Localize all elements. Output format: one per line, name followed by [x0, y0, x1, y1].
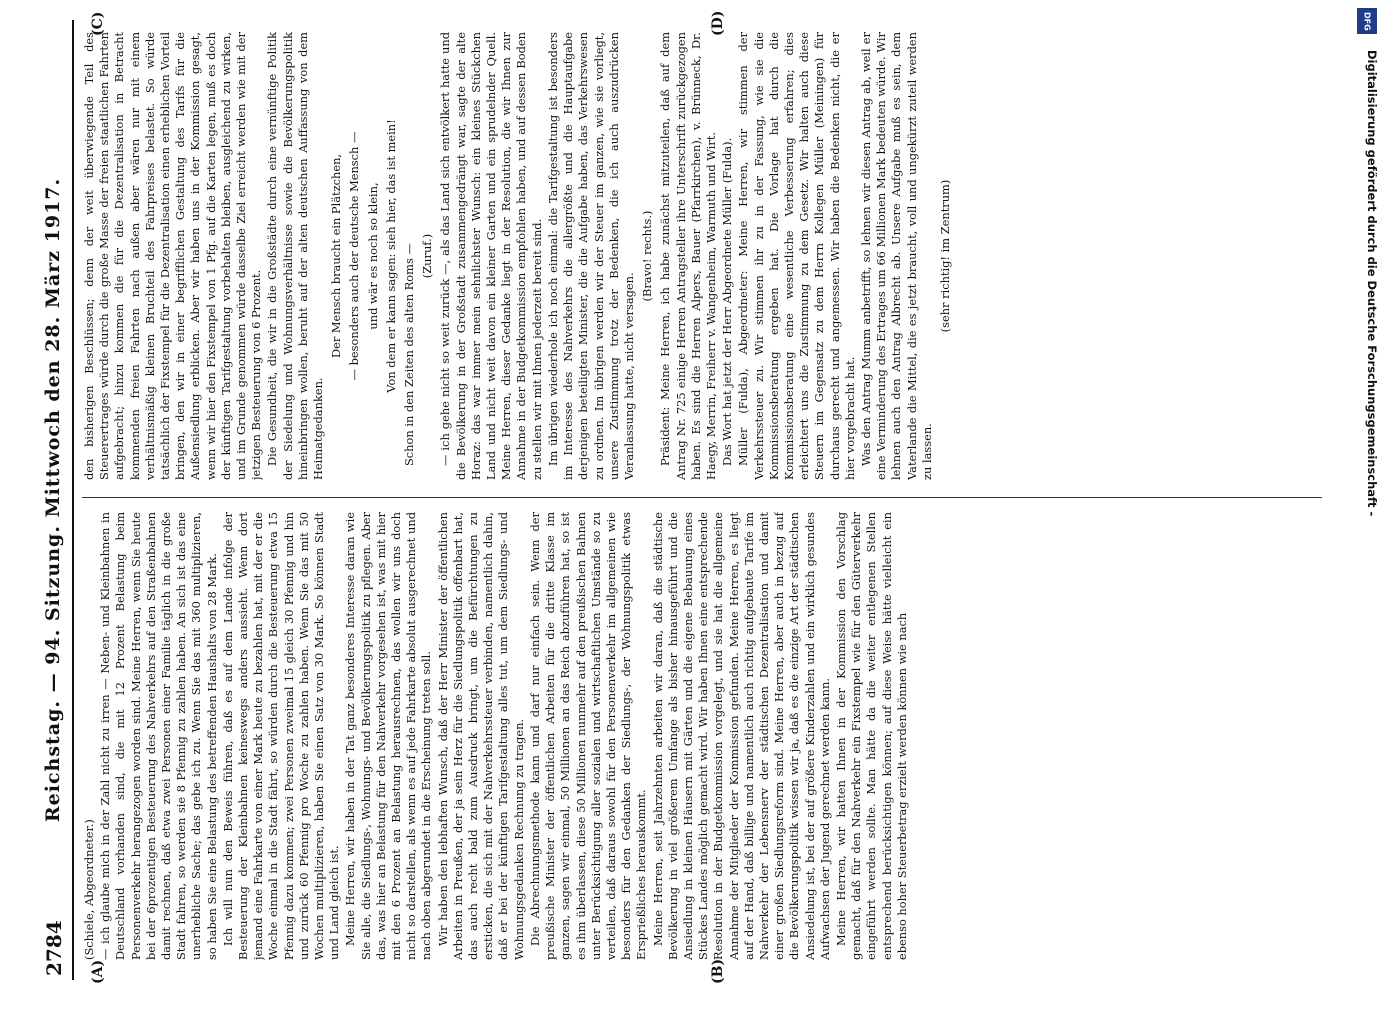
- paragraph: Meine Herren, wir haben in der Tat ganz besonderes Interesse daran wie Sie alle, die Siedlungs-, Wohnungs- und Bevölkerungspolitik zu pflegen. Aber das, was hier an Belastung für den Nahverkehr vorgesehen ist, was mit hier mit den 6 Prozent an Belastung herausrechnen, das wollen wir uns doch nicht so darstellen, als wenn es auf jede Fahrkarte absolut ausgerechnet und nach oben abgerundet in die Erscheinung treten soll.: [343, 512, 434, 960]
- page-title: Reichstag. — 94. Sitzung. Mittwoch den 28. März 1917.: [42, 177, 64, 823]
- dfg-logo: DFG: [1357, 8, 1377, 34]
- paragraph: den bisherigen Beschlüssen; denn der weit überwiegende Teil des Steuerertrages würde durch die große Masse der freien staatlichen Fahrten aufgebracht; hinzu kommen die für die Dezentralisation in Betracht kommenden freien Fahrten nach außen aber wären nur mit einem verhältnismäßig kleinen Bruchteil des Fahrpreises belastet. So würde tatsächlich der Fixstempel für die Dezentralisation einen erheblichen Vorteil bringen, den wir in einer begrifflichen Gestaltung des Tarifs für die Außensiedlung erblicken. Aber wir haben uns in der Kommission gesagt, wenn wir hier den Fixstempel von 1 Pfg. auf die Karten legen, muß es doch der künftigen Tarifgestaltung vorbehalten bleiben, ausgleichend zu wirken, und im Grunde genommen würde dasselbe Ziel erreicht werden wie mit der jetzigen Besteuerung von 6 Prozent.: [82, 32, 264, 480]
- verse-line: — besonders auch der deutsche Mensch —: [347, 131, 362, 381]
- margin-marker-c: (C): [90, 11, 106, 36]
- paragraph: Ich will nun den Beweis führen, daß es auf dem Lande infolge der Besteuerung der Kleinbahnen keineswegs anders aussieht. Wenn dort jemand eine Fahrkarte von einer Mark heute zu bezahlen hat, mit der er die Woche einmal in die Stadt fährt, so würden durch die Besteuerung etwa 15 Pfennig dazu kommen; zwei Personen zweimal 15 gleich 30 Pfennig und hin und zurück 60 Pfennig pro Woche zu zahlen haben. Wenn Sie das mit 50 Wochen multiplizieren, haben Sie einen Satz von 30 Mark. So können Stadt und Land gleich ist.: [220, 512, 342, 960]
- paragraph: — ich glaube mich in der Zahl nicht zu irren — Neben- und Kleinbahnen in Deutschland vorhanden sind, die mit 12 Prozent Belastung beim Personenverkehr herangezogen worden sind. Meine Herren, wenn Sie heute bei der 6prozentigen Besteuerung des Nahverkehrs auf den Straßenbahnen damit rechnen, daß etwa zwei Personen einer Familie täglich in die große Stadt fahren, so werden sie 8 Pfennig zu zahlen haben. An sich ist das eine unerhebliche Sache; das gebe ich zu. Wenn Sie das mit 360 multiplizieren, so haben Sie eine Belastung des betreffenden Haushalts von 28 Mark.: [98, 512, 219, 960]
- paragraph: Meine Herren, seit Jahrzehnten arbeiten wir daran, daß die städtische Bevölkerung in viel größerem Umfange als bisher hinausgeführt und die Ansiedlung in kleinen Häusern mit Gärten und die eigene Bebauung eines Stückes Landes möglich gemacht wird. Wir haben Ihnen eine entsprechende Resolution in der Budgetkommission vorgelegt, und sie hat die allgemeine Annahme der Mitglieder der Kommission gefunden. Meine Herren, es liegt auf der Hand, daß billige und namentlich auch richtig aufgebaute Tarife im Nahverkehr der Lebensnerv der städtischen Dezentralisation und damit einer großen Siedlungsreform sind. Meine Herren, aber auch in bezug auf die Bevölkerungspolitik wissen wir ja, daß es die einzige Art der städtischen Ansiedelung ist, bei der auf größere Kinderzahlen und ein wirklich gesundes Aufwachsen der Jugend gerechnet werden kann.: [650, 512, 832, 960]
- paragraph: Müller (Fulda), Abgeordneter: Meine Herren, wir stimmen der Verkehrssteuer zu. Wir stimmen ihr zu in der Fassung, wie sie die Kommissionsberatung ergeben hat. Die Vorlage hat durch die Kommissionsberatung eine wesentliche Verbesserung erfahren; dies erleichtert uns die Zustimmung zu dem Gesetz. Wir halten auch diese Steuern im Gegensatz zu dem Herrn Kollegen Müller (Meiningen) für durchaus gerecht und angemessen. Wir haben die Bedenken nicht, die er hier vorgebracht hat.: [736, 32, 857, 480]
- paragraph: Schon in den Zeiten des alten Roms —: [402, 243, 417, 466]
- paragraph: — ich gehe nicht so weit zurück —, als das Land sich entvölkert hatte und die Bevölkerung in der Großstadt zusammengedrängt war, sagte der alte Horaz: das war immer mein sehnlichster Wunsch: ein kleines Stückchen Land und nicht weit davon ein kleiner Garten und ein sprudelnder Quell. Meine Herren, dieser Gedanke liegt in der Resolution, die wir Ihnen zur Annahme in der Budgetkommission empfohlen haben, und auf dessen Boden zu stellen wir mit Ihnen jederzeit bereit sind.: [438, 32, 544, 480]
- paragraph: Wir haben den lebhaften Wunsch, daß der Herr Minister der öffentlichen Arbeiten in Preußen, der ja sein Herz für die Siedlungspolitik offenbart hat, das auch recht bald zum Ausdruck bringt, um die Befürchtungen zu ersticken, die sich mit der Nahverkehrssteuer verbinden, namentlich dahin, daß er bei der künftigen Tarifgestaltung alles tut, um dem Siedlungs- und Wohnungsgedanken Rechnung zu tragen.: [435, 512, 526, 960]
- digitization-credit: [1355, 10, 1379, 990]
- margin-marker-b: (B): [710, 958, 726, 984]
- verse-line: und wär es noch so klein,: [365, 182, 380, 330]
- document-page: [20, 10, 1360, 984]
- verse-line: Der Mensch braucht ein Plätzchen,: [329, 153, 344, 359]
- interjection: (Bravo! rechts.): [640, 210, 655, 302]
- left-column: [82, 512, 1332, 960]
- interjection: (Zuruf.): [420, 233, 435, 279]
- right-column: [82, 32, 1332, 480]
- paragraph: Was den Antrag Mumm anbetrifft, so lehnen wir diesen Antrag ab, weil er eine Verminderung des Ertrages um 66 Millionen Mark bedeuten würde. Wir lehnen auch den Antrag Albrecht ab. Unsere Aufgabe muß es sein, dem Vaterlande die Mittel, die es jetzt braucht, voll und ungekürzt zuteil werden zu lassen.: [858, 32, 934, 480]
- page-header: [38, 20, 74, 980]
- column-divider: [82, 497, 1322, 498]
- paragraph: (Schiele, Abgeordneter.): [82, 819, 96, 960]
- margin-marker-d: (D): [710, 10, 726, 36]
- interjection: (sehr richtig! im Zentrum): [937, 179, 952, 333]
- verse-line: Von dem er kann sagen: sieh hier, das ist mein!: [383, 119, 398, 393]
- margin-marker-a: (A): [90, 959, 106, 984]
- paragraph: Präsident: Meine Herren, ich habe zunächst mitzuteilen, daß auf dem Antrag Nr. 725 einige Herren Antragsteller ihre Unterschrift zurückgezogen haben. Es sind die Herren Alpers, Bauer (Pfarrkirchen), v. Brünneck, Dr. Haegy, Merrin, Freiherr v. Wangenheim, Warmuth und Wirt.: [658, 32, 718, 480]
- paragraph: Meine Herren, wir hatten Ihnen in der Kommission den Vorschlag gemacht, daß für den Nahverkehr ein Fixstempel wie für den Güterverkehr eingeführt werden sollte. Man hätte da die weiter entlegenen Stellen entsprechend berücksichtigen können; auf diese Weise hätte vielleicht ein ebenso hoher Steuerbetrag erzielt werden können wie nach: [833, 512, 909, 960]
- paragraph: Das Wort hat jetzt der Herr Abgeordnete Müller (Fulda).: [720, 137, 735, 466]
- paragraph: Im übrigen wiederhole ich noch einmal: die Tarifgestaltung ist besonders im Interesse des Nahverkehrs die allergrößte und die Hauptaufgabe derjenigen beteiligten Minister, die die Aufgabe haben, das Verkehrswesen zu ordnen. Im übrigen werden wir der Steuer im ganzen, wie sie vorliegt, unsere Zustimmung trotz der Bedenken, die ich auch auszudrücken Veranlassung hatte, nicht versagen.: [545, 32, 636, 480]
- paragraph: Die Gesundheit, die wir in die Großstädte durch eine vernünftige Politik der Siedelung und Wohnungsverhältnisse sowie die Bevölkerungspolitik hineinbringen wollen, beruht auf der alten deutschen Auffassung von dem Heimatgedanken.: [265, 32, 326, 480]
- paragraph: Die Abrechnungsmethode kann und darf nur einfach sein. Wenn der preußische Minister der öffentlichen Arbeiten für die dritte Klasse im ganzen, sagen wir einmal, 50 Millionen an das Reich abzuführen hat, so ist es ihm überlassen, diese 50 Millionen nunmehr auf den preußischen Bahnen unter Berücksichtigung aller sozialen und wirtschaftlichen Umstände so zu verteilen, daß daraus sowohl für den Personenverkehr im allgemeinen wie besonders für den Gedanken der Siedlungs-, der Wohnungspolitik etwas Ersprießliches herauskommt.: [527, 512, 649, 960]
- page-number: 2784: [42, 920, 66, 976]
- credit-text: Digitalisierung gefördert durch die Deutsche Forschungsgemeinschaft -: [1365, 50, 1379, 517]
